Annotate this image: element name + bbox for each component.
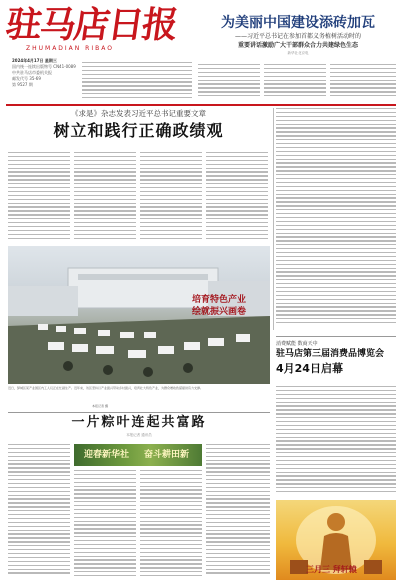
banner-photo: [74, 444, 202, 466]
issue-number: 第 9527 期: [12, 82, 33, 87]
top-col-3: [330, 64, 396, 99]
lead-kicker: 《求是》杂志发表习近平总书记重要文章: [71, 109, 206, 118]
photo-credit: 本报记者 摄: [92, 404, 108, 408]
feature-photo: [8, 246, 270, 384]
ad-text: 三月三 拜轩辕: [306, 565, 357, 574]
expo-text: [276, 386, 396, 496]
photo-caption-overlay: [174, 294, 264, 318]
masthead-logo: [3, 3, 196, 52]
banner-right-text: 奋斗耕田新: [144, 450, 190, 460]
top-story-title: 为美丽中国建设添砖加瓦: [221, 15, 375, 31]
top-story-byline: 新华社北京电: [287, 51, 309, 55]
story2: [8, 414, 270, 444]
divider: [8, 412, 270, 413]
top-story-subtitle: 重要讲话激励广大干部群众合力共建绿色生态: [237, 42, 358, 49]
story2-col-4: [206, 444, 270, 580]
meta-line: 国内统一连续出版物号 CN41-0089: [12, 64, 76, 69]
expo-story: [276, 340, 396, 384]
top-col-1: [198, 64, 260, 99]
story2-col-2: [74, 470, 136, 580]
photo-caption-subtitle: 绘就振兴画卷: [191, 307, 246, 317]
expo-date: 4月24日启幕: [276, 362, 343, 375]
column-rule: [273, 108, 274, 330]
top-story-subtitle: ——习近平总书记在参加首都义务植树活动时的: [234, 33, 361, 40]
expo-title: 驻马店第三届消费品博览会: [276, 349, 385, 359]
meta-line: 邮发代号 35-69: [12, 76, 41, 81]
story2-byline: 本报记者 通讯员: [126, 433, 152, 437]
date-line: 2024年4月17日 星期三: [12, 58, 57, 63]
top-story: [200, 14, 396, 64]
lead-col-1: [8, 152, 70, 242]
photo-caption-title: 培育特色产业: [191, 295, 246, 305]
banner-left-text: 迎春新华社: [84, 450, 130, 460]
lead-col-3: [140, 152, 202, 242]
lead-title: 树立和践行正确政绩观: [53, 121, 224, 140]
photo-description: 近日，驿城区某产业园区内工人们正在忙碌生产。近年来，该区坚持以产业振兴带动乡村振兴，培育壮大特色产业，为群众增收致富提供有力支撑。: [8, 386, 204, 390]
right-col-lower: [276, 268, 396, 328]
lead-col-4: [206, 152, 268, 242]
divider: [6, 104, 396, 106]
advertisement[interactable]: [276, 500, 396, 580]
top-col-2: [264, 64, 326, 99]
story2-title: 一片粽叶连起共富路: [71, 415, 207, 430]
masthead-text: [82, 62, 192, 102]
story2-col-1: [8, 444, 70, 580]
lead-story: [6, 108, 271, 148]
meta-line: 中共驻马店市委机关报: [12, 70, 52, 75]
newspaper-title: 驻马店日报: [3, 4, 179, 46]
divider: [276, 336, 396, 337]
story2-col-3: [140, 470, 202, 580]
lead-col-2: [74, 152, 136, 242]
expo-kicker: 消费赋能 数商天中: [276, 341, 318, 347]
newspaper-pinyin: ZHUMADIAN RIBAO: [26, 45, 114, 52]
